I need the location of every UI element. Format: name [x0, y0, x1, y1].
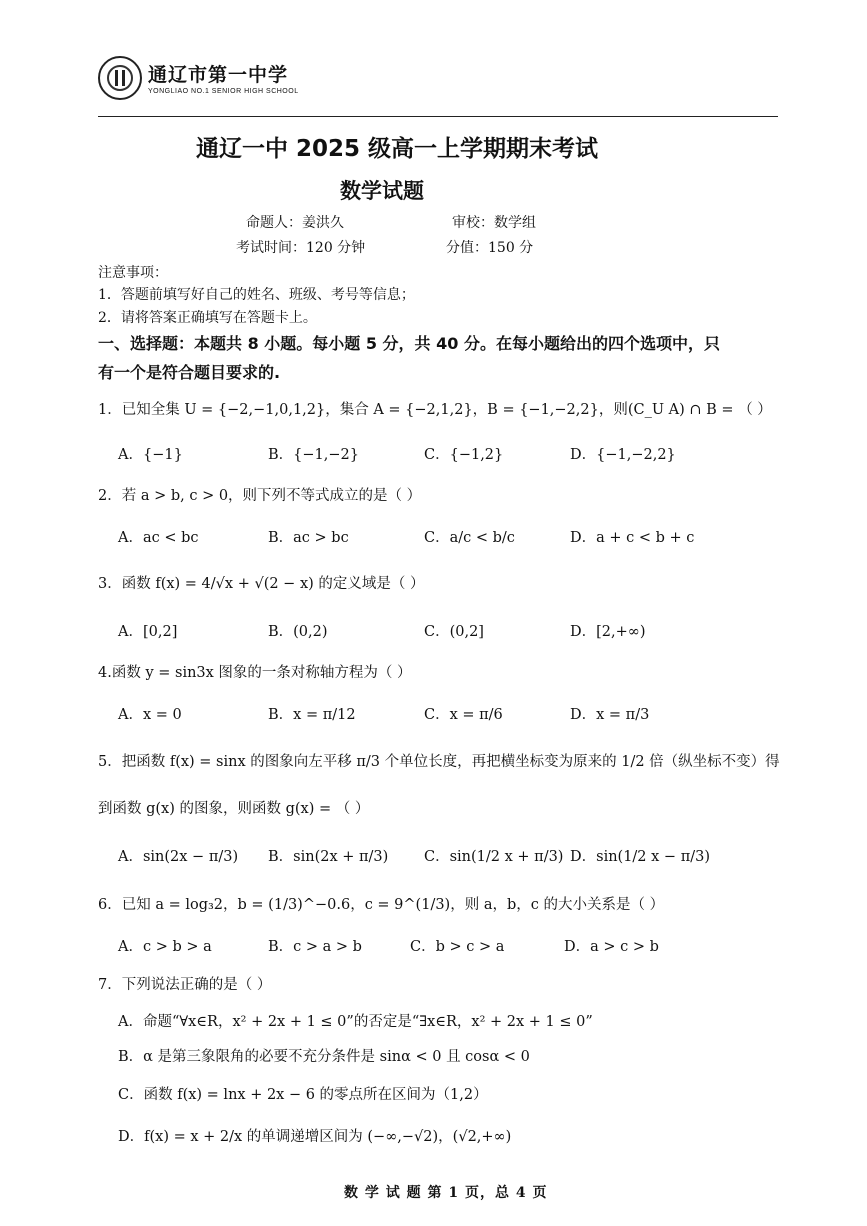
- question-2-option-a: A．ac < bc: [118, 530, 199, 546]
- exam-title: 通辽一中 2025 级高一上学期期末考试: [196, 136, 599, 162]
- question-2-option-c: C．a/c < b/c: [424, 530, 515, 546]
- question-4-option-b: B．x = π/12: [268, 707, 356, 723]
- question-7-option-c: C．函数 f(x) = lnx + 2x − 6 的零点所在区间为（1,2）: [118, 1087, 488, 1103]
- question-5-stem-cont: 到函数 g(x) 的图象，则函数 g(x) = （ ）: [98, 801, 370, 817]
- question-5-option-a: A．sin(2x − π/3): [118, 849, 239, 865]
- school-logo: [98, 56, 142, 100]
- question-1-stem: 1．已知全集 U = {−2,−1,0,1,2}，集合 A = {−2,1,2}，B = {−1,−2,2}，则(C_U A) ∩ B = （ ）: [98, 402, 772, 418]
- exam-reviewer: 审校：数学组: [452, 215, 536, 231]
- section-heading-cont: 有一个是符合题目要求的.: [98, 363, 281, 382]
- question-5-option-b: B．sin(2x + π/3): [268, 849, 389, 865]
- question-3-option-b: B．(0,2): [268, 624, 328, 640]
- question-7-option-b: B．α 是第三象限角的必要不充分条件是 sinα < 0 且 cosα < 0: [118, 1049, 530, 1065]
- question-6-option-c: C．b > c > a: [410, 939, 505, 955]
- question-5-stem: 5．把函数 f(x) = sinx 的图象向左平移 π/3 个单位长度，再把横坐标变为原来的 1/2 倍（纵坐标不变）得: [98, 754, 780, 770]
- exam-subtitle: 数学试题: [340, 179, 424, 203]
- question-6-option-b: B．c > a > b: [268, 939, 362, 955]
- question-3-option-d: D．[2,+∞): [570, 624, 646, 640]
- notes-item: 2．请将答案正确填写在答题卡上。: [98, 310, 317, 326]
- page-footer: 数 学 试 题 第 1 页，总 4 页: [344, 1185, 548, 1201]
- notes-heading: 注意事项：: [98, 265, 168, 281]
- school-name-cn: 通辽市第一中学: [148, 64, 289, 86]
- question-4-option-c: C．x = π/6: [424, 707, 503, 723]
- question-4-option-a: A．x = 0: [118, 707, 182, 723]
- question-7-option-a: A．命题“∀x∈R，x² + 2x + 1 ≤ 0”的否定是“∃x∈R，x² + 2x + 1 ≤ 0”: [118, 1014, 593, 1030]
- question-3-option-a: A．[0,2]: [118, 624, 178, 640]
- exam-time: 考试时间：120 分钟: [236, 240, 366, 256]
- question-4-stem: 4.函数 y = sin3x 图象的一条对称轴方程为（ ）: [98, 665, 412, 681]
- section-heading: 一、选择题：本题共 8 小题。每小题 5 分，共 40 分。在每小题给出的四个选项中，只: [98, 334, 720, 353]
- question-5-option-d: D．sin(1/2 x − π/3): [570, 849, 710, 865]
- question-7-stem: 7．下列说法正确的是（ ）: [98, 977, 272, 993]
- exam-score: 分值：150 分: [446, 240, 534, 256]
- question-4-option-d: D．x = π/3: [570, 707, 650, 723]
- question-3-option-c: C．(0,2]: [424, 624, 484, 640]
- question-3-stem: 3．函数 f(x) = 4/√x + √(2 − x) 的定义域是（ ）: [98, 576, 425, 592]
- question-7-option-d: D．f(x) = x + 2/x 的单调递增区间为 (−∞,−√2)，(√2,+∞): [118, 1129, 512, 1145]
- question-1-option-a: A．{−1}: [118, 447, 183, 463]
- question-6-option-d: D．a > c > b: [564, 939, 659, 955]
- question-2-stem: 2．若 a > b, c > 0，则下列不等式成立的是（ ）: [98, 488, 422, 504]
- exam-author: 命题人：姜洪久: [246, 215, 344, 231]
- question-6-stem: 6．已知 a = log₃2，b = (1/3)^−0.6，c = 9^(1/3)，则 a，b，c 的大小关系是（ ）: [98, 897, 665, 913]
- question-2-option-b: B．ac > bc: [268, 530, 349, 546]
- question-1-option-c: C．{−1,2}: [424, 447, 504, 463]
- notes-item: 1．答题前填写好自己的姓名、班级、考号等信息；: [98, 287, 415, 303]
- header-rule: [98, 116, 778, 117]
- question-5-option-c: C．sin(1/2 x + π/3): [424, 849, 564, 865]
- question-2-option-d: D．a + c < b + c: [570, 530, 695, 546]
- question-1-option-d: D．{−1,−2,2}: [570, 447, 676, 463]
- question-1-option-b: B．{−1,−2}: [268, 447, 359, 463]
- question-6-option-a: A．c > b > a: [118, 939, 212, 955]
- school-name-en: YONGLIAO NO.1 SENIOR HIGH SCHOOL: [148, 88, 299, 95]
